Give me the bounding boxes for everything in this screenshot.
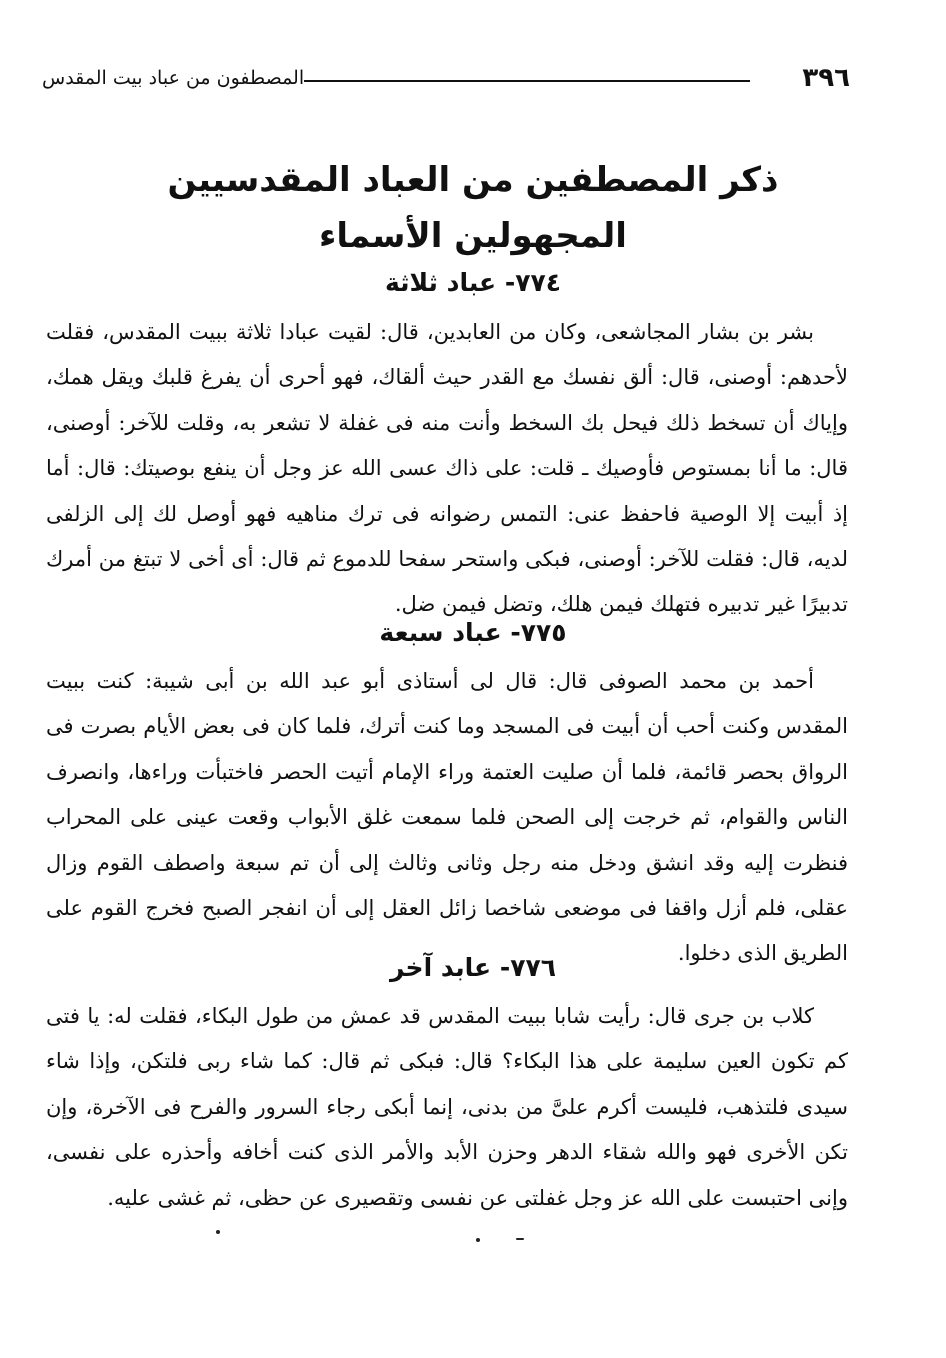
section-heading-776: ٧٧٦- عابد آخر [390, 953, 556, 982]
running-header [42, 58, 850, 98]
section-text-775: أحمد بن محمد الصوفى قال: قال لى أستاذى أبو عبد الله بن أبى شيبة: كنت ببيت المقدس وكنت أحب أن أبيت فى المسجد وما كنت أترك، فلما كان فى بعض الأيام بصرت فى الرواق بحصر قائمة، فلما أن صليت العتمة وراء الإمام أتيت الحصر فاختبأت وراءها، وانصرف الناس والقوام، ثم خرجت إلى الصحن فلما سمعت غلق الأبواب وقعت عينى على المحراب فنظرت إليه وقد انشق ودخل منه رجل وثانى وثالث إلى أن تم سبعة واصطف القوم وزال عقلى، فلم أزل واقفا فى موضعى شاخصا زائل العقل إلى أن انفجر الصبح فخرج القوم على الطريق الذى دخلوا. [46, 669, 848, 966]
chapter-title-line-1: ذكر المصطفين من العباد المقدسيين [167, 160, 779, 200]
section-text-774: بشر بن بشار المجاشعى، وكان من العابدين، قال: لقيت عبادا ثلاثة ببيت المقدس، فقلت لأحدهم: أوصنى، قال: ألق نفسك مع القدر حيث ألقاك، فهو أحرى أن يفرغ قلبك ويقل همك، وإياك أن تسخط ذلك فيحل بك السخط وأنت منه فى غفلة لا تشعر به، وقلت للآخر: أوصنى، قال: ما أنا بمستوص فأوصيك ـ قلت: على ذاك عسى الله عز وجل أن ينفع بوصيتك: قال: أما إذ أبيت إلا الوصية فاحفظ عنى: التمس رضوانه فى ترك مناهيه فهو أوصل لك إلى الزلفى لديه، قال: فقلت للآخر: أوصنى، فبكى واستحر سفحا للدموع ثم قال: أى أخى لا تبتغ من أمرك تدبيرًا غير تدبيره فتهلك فيمن هلك، وتضل فيمن ضل. [46, 320, 848, 617]
section-heading-775: ٧٧٥- عباد سبعة [379, 618, 567, 647]
section-heading-774: ٧٧٤- عباد ثلاثة [385, 268, 561, 297]
page-number: ٣٩٦ [802, 63, 850, 93]
print-speck [216, 1230, 220, 1234]
chapter-title-line-2: المجهولين الأسماء [319, 216, 627, 256]
running-book-title: المصطفون من عباد بيت المقدس [42, 67, 305, 89]
section-text-776: كلاب بن جرى قال: رأيت شابا ببيت المقدس قد عمش من طول البكاء، فقلت له: يا فتى كم تكون العين سليمة على هذا البكاء؟ قال: فبكى ثم قال: كما شاء ربى فلتكن، وإذا شاء سيدى فلتذهب، فليست أكرم علىَّ من بدنى، إنما أبكى رجاء السرور والفرح فى الآخرة، وإن تكن الأخرى فهو والله شقاء الدهر وحزن الأبد والأمر الذى كنت أخافه وأحذره على نفسى، وإنى احتبست على الله عز وجل غفلتى عن نفسى وتقصيرى عن حظى، ثم غشى عليه. [46, 1004, 848, 1210]
print-speck [516, 1238, 524, 1240]
print-speck [476, 1238, 480, 1242]
header-rule [304, 80, 750, 82]
